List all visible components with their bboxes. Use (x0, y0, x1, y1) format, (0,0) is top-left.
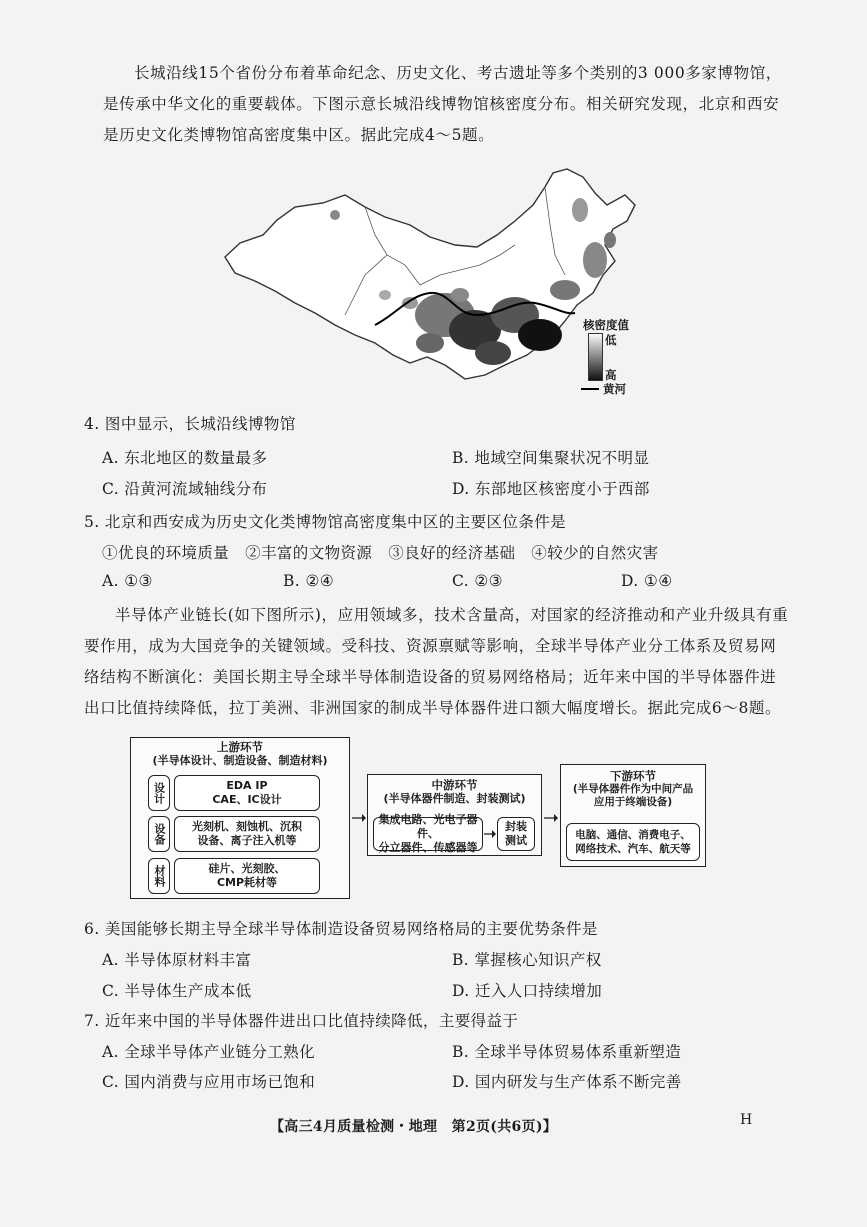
equipment-label: 设备 (148, 816, 170, 852)
design-label: 设计 (148, 775, 170, 811)
arrow-right-icon (544, 813, 558, 823)
river-legend-line (581, 388, 599, 390)
q4-option-b[interactable]: B. 地域空间集聚状况不明显 (452, 449, 650, 467)
upstream-title: 上游环节 (217, 740, 263, 754)
downstream-subtitle: (半导体器件作为中间产品 应用于终端设备) (572, 783, 694, 808)
q4-stem: 4. 图中显示，长城沿线博物馆 (84, 415, 296, 433)
upstream-subtitle: (半导体设计、制造设备、制造材料) (152, 754, 328, 767)
china-outline-map (215, 165, 675, 400)
q7-option-b[interactable]: B. 全球半导体贸易体系重新塑造 (452, 1043, 682, 1061)
q7-option-c[interactable]: C. 国内消费与应用市场已饱和 (102, 1073, 316, 1091)
q7-option-a[interactable]: A. 全球半导体产业链分工熟化 (102, 1043, 316, 1061)
semiconductor-chain-diagram (130, 737, 720, 902)
page-footer: 【高三4月质量检测・地理 第2页(共6页)】 (270, 1119, 558, 1135)
q5-stem: 5. 北京和西安成为历史文化类博物馆高密度集中区的主要区位条件是 (84, 513, 567, 531)
package-test-box: 封装 测试 (497, 817, 535, 851)
q6-option-b[interactable]: B. 掌握核心知识产权 (452, 951, 602, 969)
legend-title: 核密度值 (583, 318, 629, 332)
q4-option-c[interactable]: C. 沿黄河流域轴线分布 (102, 480, 268, 498)
q4-option-d[interactable]: D. 东部地区核密度小于西部 (452, 480, 650, 498)
q6-option-d[interactable]: D. 迁入人口持续增加 (452, 982, 603, 1000)
q6-stem: 6. 美国能够长期主导全球半导体制造设备贸易网络格局的主要优势条件是 (84, 920, 598, 938)
arrow-right-icon (484, 829, 496, 839)
legend-low: 低 (605, 333, 617, 347)
downstream-content: 电脑、通信、消费电子、 网络技术、汽车、航天等 (566, 823, 700, 861)
q5-option-a[interactable]: A. ①③ (102, 572, 153, 590)
intro-paragraph-1: 长城沿线15个省份分布着革命纪念、历史文化、考古遗址等多个类别的3 000多家博物馆，是传承中华文化的重要载体。下图示意长城沿线博物馆核密度分布。相关研究发现，北京和西安是历史文化类博物馆高密度集中区。据此完成4～5题。 (103, 64, 782, 144)
equipment-content: 光刻机、刻蚀机、沉积 设备、离子注入机等 (174, 816, 320, 852)
museum-density-map (215, 165, 675, 400)
q6-option-c[interactable]: C. 半导体生产成本低 (102, 982, 252, 1000)
q5-option-b[interactable]: B. ②④ (283, 572, 335, 590)
q5-option-d[interactable]: D. ①④ (621, 572, 673, 590)
river-legend-label: 黄河 (603, 382, 626, 396)
legend-color-ramp (588, 333, 603, 381)
q5-option-c[interactable]: C. ②③ (452, 572, 503, 590)
legend-high: 高 (605, 368, 617, 382)
q6-option-a[interactable]: A. 半导体原材料丰富 (102, 951, 252, 969)
footer-version-mark: H (740, 1112, 753, 1128)
downstream-title: 下游环节 (610, 769, 656, 783)
q5-items: ①优良的环境质量 ②丰富的文物资源 ③良好的经济基础 ④较少的自然灾害 (102, 544, 659, 562)
midstream-subtitle: (半导体器件制造、封装测试) (383, 792, 526, 805)
design-content: EDA IP CAE、IC设计 (174, 775, 320, 811)
material-label: 材料 (148, 858, 170, 894)
midstream-content: 集成电路、光电子器件、 分立器件、传感器等 (373, 817, 483, 851)
q4-option-a[interactable]: A. 东北地区的数量最多 (102, 449, 268, 467)
q7-stem: 7. 近年来中国的半导体器件进出口比值持续降低，主要得益于 (84, 1012, 519, 1030)
arrow-right-icon (352, 813, 366, 823)
intro-paragraph-2: 半导体产业链长(如下图所示)，应用领域多，技术含量高，对国家的经济推动和产业升级具有重要作用，成为大国竞争的关键领域。受科技、资源禀赋等影响，全球半导体产业分工体系及贸易网络结构不断演化：美国长期主导全球半导体制造设备的贸易网络格局；近年来中国的半导体器件进出口比值持续降低，拉丁美洲、非洲国家的制成半导体器件进口额大幅度增长。据此完成6～8题。 (84, 606, 789, 717)
q7-option-d[interactable]: D. 国内研发与生产体系不断完善 (452, 1073, 682, 1091)
material-content: 硅片、光刻胶、 CMP耗材等 (174, 858, 320, 894)
midstream-title: 中游环节 (431, 778, 478, 792)
